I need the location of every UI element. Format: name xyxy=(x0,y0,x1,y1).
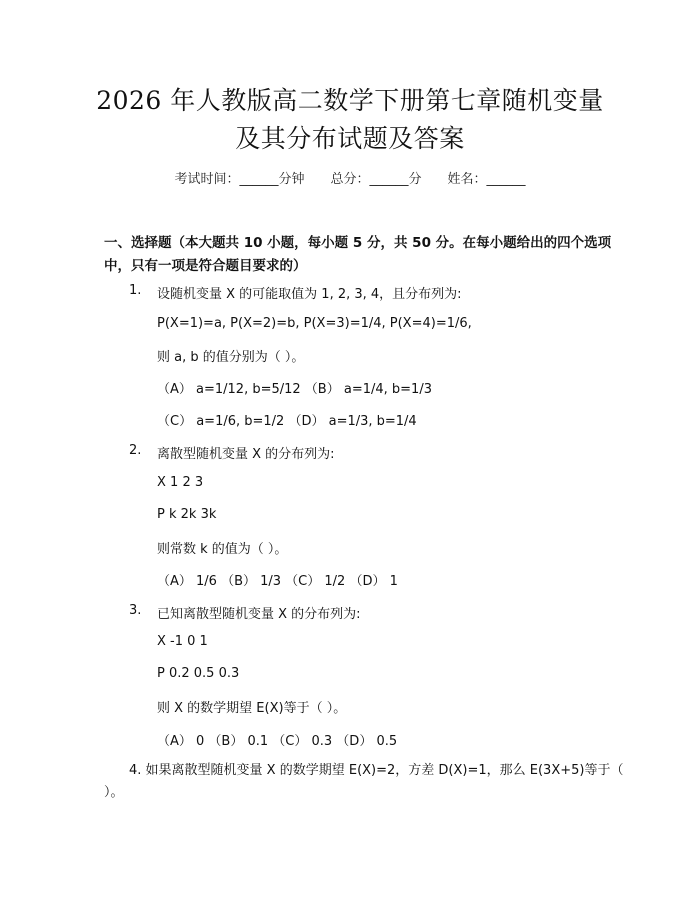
question-2-stem: 离散型随机变量 X 的分布列为: xyxy=(157,447,335,462)
question-1-line-1: P(X=1)=a, P(X=2)=b, P(X=3)=1/4, P(X=4)=1/6, xyxy=(157,316,472,331)
question-3-stem: 已知离散型随机变量 X 的分布列为: xyxy=(157,607,361,622)
question-3-options: （A） 0 （B） 0.1 （C） 0.3 （D） 0.5 xyxy=(157,734,398,749)
question-2-number: 2. xyxy=(129,443,142,458)
question-1-line-2: 则 a, b 的值分别为（ ）。 xyxy=(157,350,305,365)
question-1-options-cd: （C） a=1/6, b=1/2 （D） a=1/3, b=1/4 xyxy=(157,414,417,429)
exam-title xyxy=(60,82,640,158)
meta-text: 考试时间：______分钟 总分：______分 姓名：______ xyxy=(174,172,526,187)
exam-meta-line xyxy=(0,168,700,187)
question-1-stem: 设随机变量 X 的可能取值为 1, 2, 3, 4，且分布列为: xyxy=(157,287,462,302)
question-2-line-3: 则常数 k 的值为（ ）。 xyxy=(157,542,288,557)
title-line-2: 及其分布试题及答案 xyxy=(235,124,465,153)
question-3-line-1: X -1 0 1 xyxy=(157,634,208,649)
section-heading: 一、选择题（本大题共 10 小题，每小题 5 分，共 50 分。在每小题给出的四个选项中，只有一项是符合题目要求的） xyxy=(104,235,612,274)
question-3-line-3: 则 X 的数学期望 E(X)等于（ ）。 xyxy=(157,701,347,716)
title-line-1: 2026 年人教版高二数学下册第七章随机变量 xyxy=(96,86,604,115)
question-1-options-ab: （A） a=1/12, b=5/12 （B） a=1/4, b=1/3 xyxy=(157,382,432,397)
question-2-line-2: P k 2k 3k xyxy=(157,507,217,522)
question-4-text: 如果离散型随机变量 X 的数学期望 E(X)=2，方差 D(X)=1，那么 E(3X+5)等于（ ）。 xyxy=(104,763,624,800)
question-2-line-1: X 1 2 3 xyxy=(157,475,204,490)
question-1-number: 1. xyxy=(129,283,142,298)
question-4 xyxy=(104,760,624,804)
question-4-number: 4. xyxy=(129,763,142,778)
question-3-line-2: P 0.2 0.5 0.3 xyxy=(157,666,240,681)
question-3-number: 3. xyxy=(129,603,142,618)
question-2-options: （A） 1/6 （B） 1/3 （C） 1/2 （D） 1 xyxy=(157,574,398,589)
